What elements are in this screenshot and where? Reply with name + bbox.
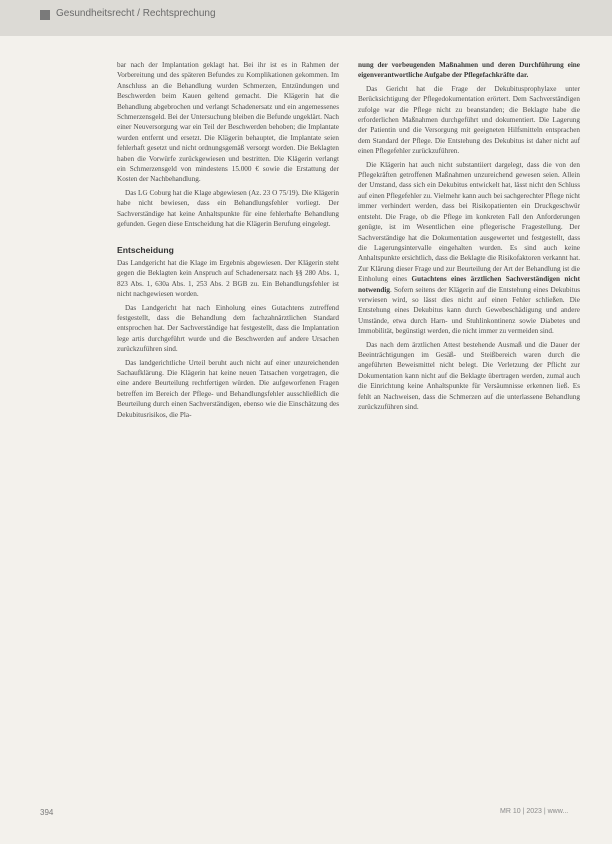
left-paragraph-1: bar nach der Implantation geklagt hat. Bei ihr ist es in Rahmen der Vorbereitung und des späteren Befundes zu Komplikationen gekommen. Im Anschluss an die Behandlung wurden Schmerzen, Entzündungen und Beschwerden beim Kauen geltend gemacht. Die Klägerin hat die Behandlung abgebrochen und verlangt Schadenersatz und ein angemessenes Schmerzensgeld. Bei der Untersuchung bleiben die Befunde ungeklärt. Nach einer Neuversorgung war ein Teil der Beschwerden behoben; die Implantate wurden entfernt und ersetzt. Die Klägerin behauptet, die Implantate seien fehlerhaft gesetzt und nicht ordnungsgemäß versorgt worden. Die Beklagten haben die Vorwürfe zurückgewiesen und bestritten. Die Klägerin verlangt ein Schmerzensgeld von mindestens 15.000 € sowie die Erstattung der Kosten der Nachbehandlung. (117, 61, 339, 184)
page-number: 394 (40, 808, 54, 817)
journal-reference: MR 10 | 2023 | www... (500, 808, 569, 815)
right-paragraph-4: Das nach dem ärztlichen Attest bestehende Ausmaß und die Dauer der Beeinträchtigungen im Gesäß- und Steißbereich waren durch die angeführten Beweismittel nicht belegt. Die Verletzung der Pflicht zur Dokumentation kann nicht auf die Beklagte übertragen werden, zumal auch die Einrichtung keine Anhaltspunkte für Versäumnisse erkennen ließ. Es fehlt an Nachweisen, dass die Schmerzen auf die unterlassene Behandlung zurückzuführen sind. (358, 340, 580, 411)
decision-paragraph-3: Das landgerichtliche Urteil beruht auch nicht auf einer unzureichenden Sachaufklärung. Die Klägerin hat keine neuen Tatsachen vorgetragen, die eine andere Beurteilung rechtfertigen würden. Die aufgeworfenen Fragen betreffen im Bereich der Pflege- und Behandlungsfehler ausschließlich die Beurteilung durch einen Sachverständigen, ebenso wie die Einschätzung des Dekubitusrisikos, die Pla- (117, 358, 339, 419)
right-lead-bold: nung der vorbeugenden Maßnahmen und deren Durchführung eine eigenverantwortliche Aufgabe der Pflegefachkräfte dar. (358, 61, 580, 80)
left-paragraph-2: Das LG Coburg hat die Klage abgewiesen (Az. 23 O 75/19). Die Klägerin habe nicht bewiesen, dass ein Behandlungsfehler vorliegt. Der Sachverständige hat keine Anhaltspunkte für eine fehlerhafte Behandlung gefunden. Gegen diese Entscheidung hat die Klägerin Berufung eingelegt. (117, 188, 339, 229)
right-paragraph-3: . Sofern seitens der Klägerin auf die Entstehung eines Dekubitus verwiesen wird, so lässt dies nicht auf einen Fehler schließen. Die Entstehung eines Dekubitus kann durch Gewebeschädigung und andere Umstände, etwa durch Harn- und Stuhlinkontinenz sowie Diabetes und Immobilität, begünstigt werden, die nicht immer zu vermeiden sind. (358, 285, 580, 336)
decision-paragraph-2: Das Landgericht hat nach Einholung eines Gutachtens zutreffend festgestellt, dass die Behandlung dem fachzahnärztlichen Standard entsprochen hat. Der Sachverständige hat festgestellt, dass die Implantation lege artis durchgeführt wurde und die Beschwerden auf andere Ursachen zurückzuführen sind. (117, 303, 339, 354)
header-marker-square (40, 10, 50, 20)
page-header (0, 0, 612, 36)
right-column (358, 60, 580, 415)
right-paragraph-2: Die Klägerin hat auch nicht substantiiert dargelegt, dass die von den Pflegekräften getroffenen Maßnahmen unzureichend gewesen seien. Allein der Umstand, dass sich ein Dekubitus entwickelt hat, lässt nicht den Schluss auf einen Pflegefehler zu. Vielmehr kann auch bei sachgerechter Pflege nicht immer verhindert werden, dass bei Risikopatienten ein Druckgeschwür entsteht. Die Frage, ob die Pflege im konkreten Fall den Anforderungen genügte, ist im Wesentlichen eine pflegerische Fragestellung. Der Sachverständige hat die Dokumentation ausgewertet und festgestellt, dass die Lagerungsintervalle eingehalten wurden. Es sind auch keine Anhaltspunkte ersichtlich, dass die Beklagte die Risikofaktoren verkannt hat. Zur Klärung dieser Frage und zur Beurteilung der Art der Behandlung ist die Einholung eines (358, 160, 580, 284)
decision-heading: Entscheidung (117, 244, 174, 255)
section-title: Gesundheitsrecht / Rechtsprechung (56, 8, 216, 19)
right-bold-phrase: Gutachtens eines ärztlichen Sachverständigen nicht notwendig (358, 275, 580, 294)
decision-paragraph-1: Das Landgericht hat die Klage im Ergebnis abgewiesen. Der Klägerin steht gegen die Beklagten kein Anspruch auf Schadenersatz nach §§ 280 Abs. 1, 823 Abs. 1, 630a Abs. 1, 253 Abs. 2 BGB zu. Ein Behandlungsfehler ist nicht nachgewiesen worden. (117, 258, 339, 299)
left-column (117, 60, 339, 423)
right-paragraph-1: Das Gericht hat die Frage der Dekubitusprophylaxe unter Berücksichtigung der Pflegedokumentation erörtert. Dem Sachverständigen zufolge war die Pflege nicht zu beanstanden; die Beklagte habe die erforderlichen Maßnahmen durchgeführt und dokumentiert. Die Lagerung der Patientin und die Versorgung mit geeigneten Hilfsmitteln entsprachen dem Standard der Pflege. Die Entstehung des Dekubitus ist daher nicht auf einen Pflegefehler zurückzuführen. (358, 84, 580, 156)
